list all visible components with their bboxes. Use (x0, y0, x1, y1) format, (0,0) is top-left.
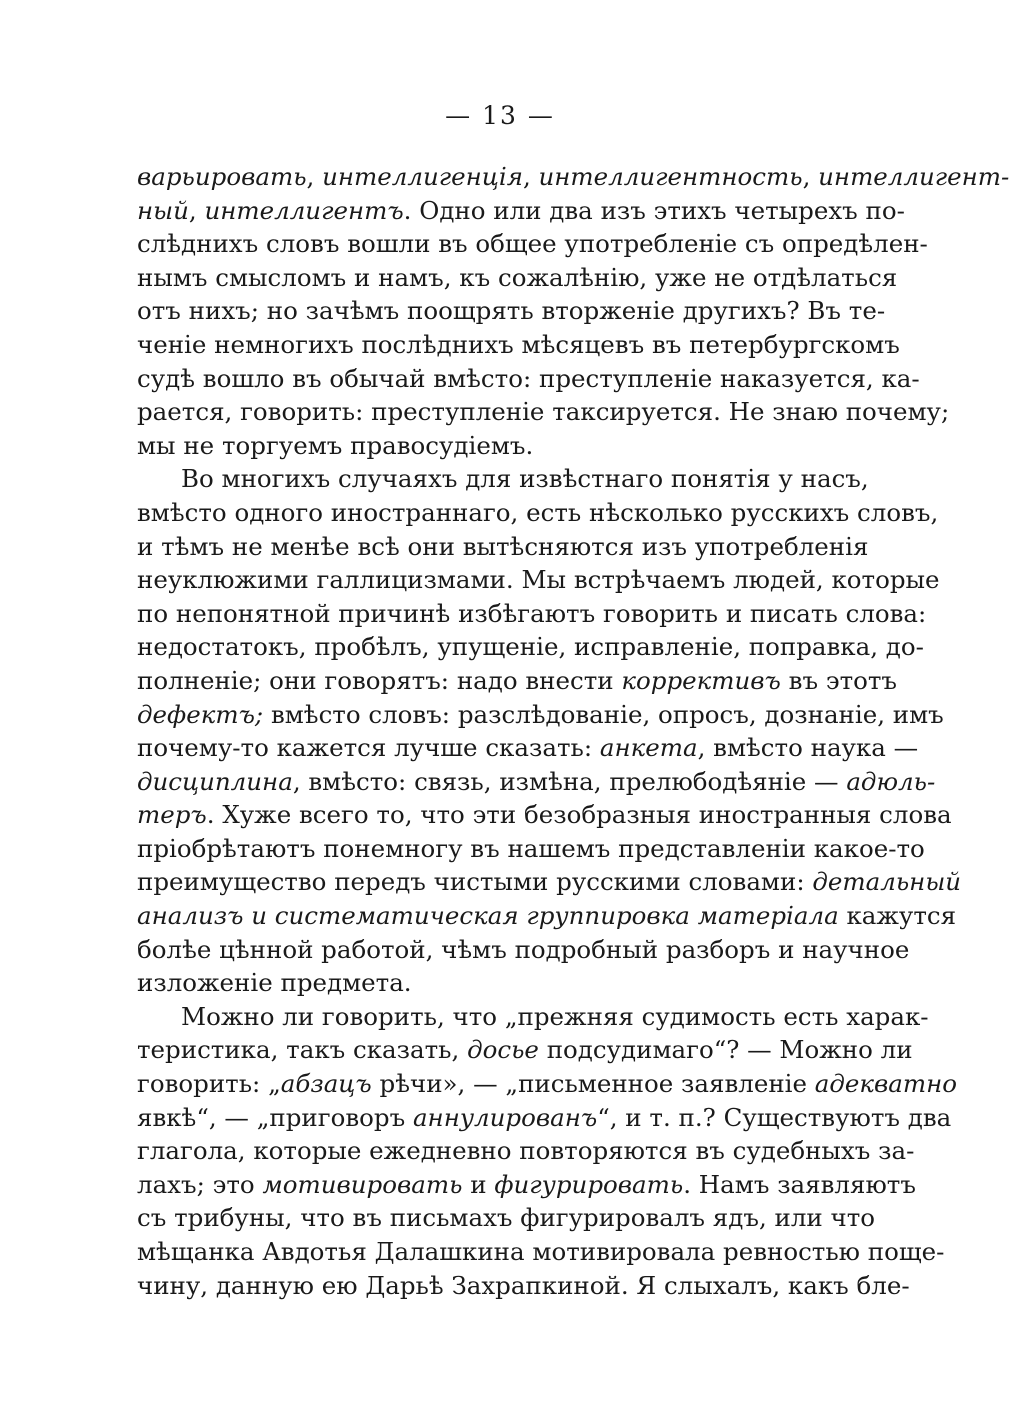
text-segment: , (188, 195, 205, 225)
text-line (137, 765, 936, 799)
text-segment: вмѣсто одного иностраннаго, есть нѣсколько русскихъ словъ, (137, 497, 939, 527)
text-segment: неуклюжими галлицизмами. Мы встрѣчаемъ людей, которые (137, 565, 940, 595)
text-segment: недостатокъ, пробѣлъ, упущеніе, исправленіе, поправка, до- (137, 632, 924, 662)
text-line (137, 664, 898, 698)
text-segment: болѣе цѣнной работой, чѣмъ подробный разборъ и научное (137, 934, 910, 964)
text-line (137, 429, 867, 463)
text-segment: . Намъ заявляютъ (683, 1169, 916, 1199)
text-line (137, 832, 925, 866)
body-text (137, 160, 1009, 1302)
text-segment: чину, данную ею Дарьѣ Захрапкиной. Я слыхалъ, какъ бле- (137, 1270, 910, 1300)
text-line (137, 1000, 929, 1034)
italic-term: дефектъ; (137, 699, 264, 729)
text-segment: , (306, 162, 323, 191)
text-segment: кажутся (838, 901, 957, 931)
text-segment: вмѣсто словъ: разслѣдованіе, опросъ, дознаніе, имъ (263, 699, 944, 729)
text-line (137, 1235, 945, 1269)
text-segment: отъ нихъ; но зачѣмъ поощрять вторженіе другихъ? Въ те- (137, 296, 886, 326)
italic-term: адюль- (846, 766, 936, 796)
italic-term: абзацъ (280, 1069, 372, 1099)
text-segment: слѣднихъ словъ вошли въ общее употребленіе съ опредѣлен- (137, 229, 928, 259)
text-line (137, 395, 950, 429)
text-line (137, 227, 928, 261)
text-segment: мы не торгуемъ правосудіемъ. (137, 430, 534, 460)
text-segment: и тѣмъ не менѣе всѣ они вытѣсняются изъ употребленія (137, 531, 869, 561)
text-line (137, 597, 927, 631)
text-segment: “, и т. п.? Существуютъ два (597, 1102, 952, 1132)
text-line (137, 698, 944, 732)
text-line (137, 630, 924, 664)
italic-term: ный (137, 195, 189, 225)
italic-term: мотивировать (262, 1169, 463, 1199)
text-segment: пріобрѣтаютъ понемногу въ нашемъ представленіи какое-то (137, 833, 925, 863)
text-segment: подсудимаго“? — Можно ли (538, 1035, 913, 1065)
text-line (137, 966, 867, 1000)
text-segment: рѣчи», — „письменное заявленіе (371, 1069, 815, 1099)
italic-term: досье (467, 1035, 539, 1065)
text-segment: мѣщанка Авдотья Далашкина мотивировала ревностью поще- (137, 1237, 945, 1266)
text-line (137, 194, 905, 228)
text-line (137, 563, 940, 597)
text-segment: , (522, 162, 539, 191)
text-line (137, 933, 910, 967)
text-line (137, 1201, 876, 1235)
text-segment: судѣ вошло въ обычай вмѣсто: преступленіе наказуется, ка- (137, 363, 920, 393)
text-line (137, 261, 898, 295)
text-segment: нымъ смысломъ и намъ, къ сожалѣнію, уже не отдѣлаться (137, 262, 898, 292)
italic-term: дисциплина (137, 766, 293, 796)
italic-term: интеллигент- (818, 162, 1009, 191)
text-segment: , (802, 162, 819, 191)
text-line (137, 362, 920, 396)
text-line (137, 798, 952, 832)
text-segment: и (462, 1169, 495, 1199)
text-line (137, 328, 900, 362)
italic-term: интеллигентность (538, 162, 803, 191)
italic-term: анкета (599, 733, 698, 763)
text-segment: , вмѣсто: связь, измѣна, прелюбодѣяніе — (292, 766, 847, 796)
text-line (137, 1168, 916, 1202)
text-line (137, 899, 957, 933)
text-segment: рается, говорить: преступленіе таксируется. Не знаю почему; (137, 397, 950, 427)
text-line (137, 1067, 958, 1101)
italic-term: детальный (812, 867, 962, 897)
text-segment: Можно ли говорить, что „прежняя судимость есть харак- (181, 1001, 929, 1031)
text-segment: почему-то кажется лучше сказать: (137, 733, 600, 763)
text-line (137, 1033, 913, 1067)
text-line (137, 462, 867, 496)
text-segment: въ этотъ (780, 665, 898, 695)
text-line (137, 865, 962, 899)
italic-term: фигурировать (494, 1169, 684, 1199)
italic-term: коррективъ (621, 665, 781, 695)
text-segment: съ трибуны, что въ письмахъ фигурировалъ ядъ, или что (137, 1203, 876, 1233)
text-segment: по непонятной причинѣ избѣгаютъ говорить и писать слова: (137, 598, 927, 628)
text-segment: теристика, такъ сказать, (137, 1035, 468, 1065)
text-line (137, 731, 919, 765)
text-segment: Во многихъ случаяхъ для извѣстнаго понятія у насъ, (181, 464, 869, 494)
text-segment: . Хуже всего то, что эти безобразныя иностранныя слова (206, 800, 952, 830)
text-line (137, 1269, 910, 1303)
text-segment: глагола, которые ежедневно повторяются въ судебныхъ за- (137, 1136, 915, 1166)
text-segment: , вмѣсто наука — (697, 733, 919, 763)
italic-term: варьировать (137, 162, 307, 191)
text-line (137, 530, 867, 564)
text-segment: изложеніе предмета. (137, 968, 412, 998)
italic-term: интеллигенція (322, 162, 523, 191)
italic-term: анализъ и систематическая группировка матеріала (137, 901, 839, 931)
page-number: — 13 — (445, 101, 555, 130)
text-line (137, 1134, 915, 1168)
text-line (137, 496, 939, 530)
text-segment: говорить: „ (137, 1069, 281, 1099)
italic-term: адекватно (814, 1069, 958, 1099)
text-segment: явкѣ“, — „приговоръ (137, 1102, 413, 1132)
italic-term: теръ (137, 800, 207, 830)
text-line (137, 160, 1009, 194)
text-segment: ченіе немногихъ послѣднихъ мѣсяцевъ въ петербургскомъ (137, 329, 900, 359)
text-segment: лахъ; это (137, 1169, 263, 1199)
italic-term: аннулированъ (412, 1102, 598, 1132)
text-segment: преимущество передъ чистыми русскими словами: (137, 867, 813, 897)
text-segment: . Одно или два изъ этихъ четырехъ по- (403, 195, 905, 225)
text-line (137, 1101, 952, 1135)
italic-term: интеллигентъ (204, 195, 404, 225)
text-line (137, 294, 886, 328)
text-segment: полненіе; они говорятъ: надо внести (137, 665, 622, 695)
